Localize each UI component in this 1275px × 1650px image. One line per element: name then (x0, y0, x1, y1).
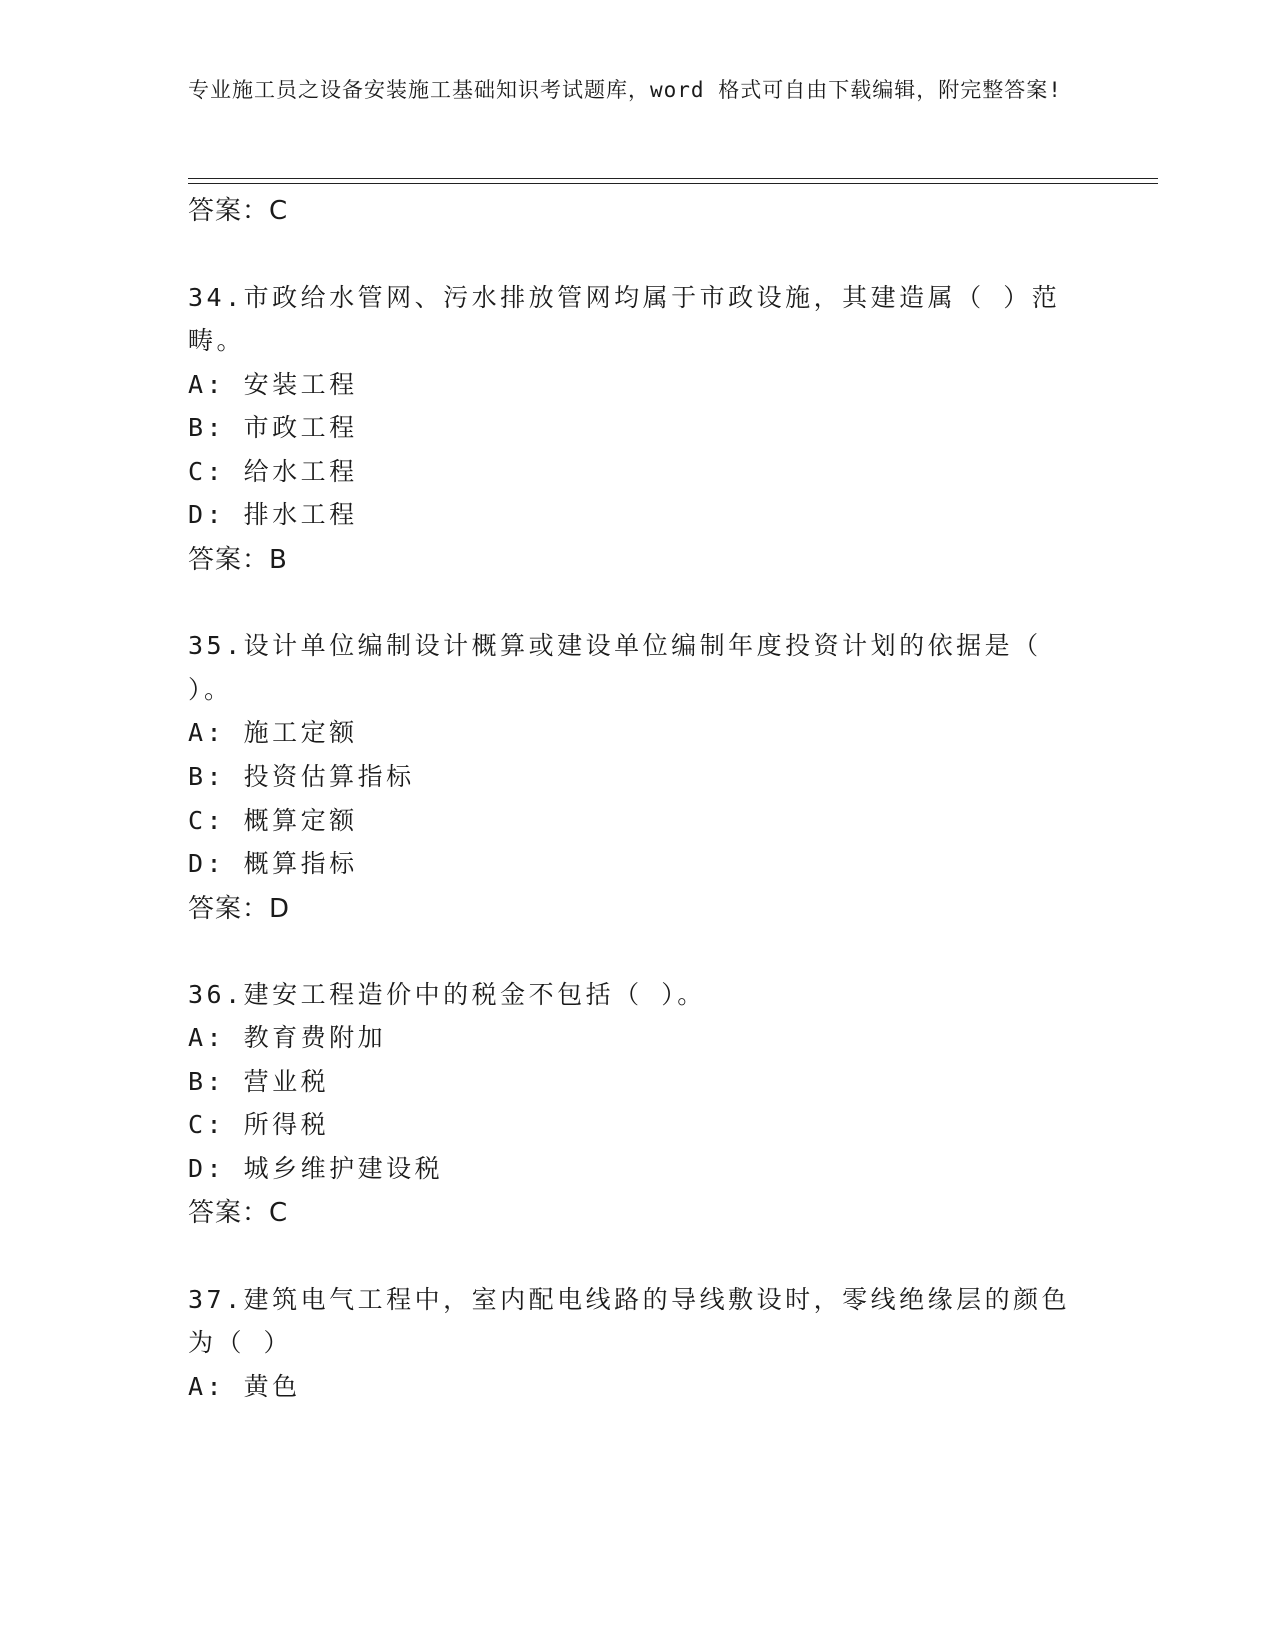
question-34-option-d: D: 排水工程 (188, 500, 358, 529)
question-36-answer: 答案：C (188, 1198, 289, 1228)
header-divider-top (188, 178, 1158, 179)
question-35-option-b: B: 投资估算指标 (188, 762, 415, 791)
answer-33: 答案：C (188, 196, 289, 226)
question-37-text-line1: 37.建筑电气工程中，室内配电线路的导线敷设时，零线绝缘层的颜色 (188, 1285, 1071, 1314)
question-34-text-line2: 畴。 (188, 326, 246, 355)
question-37-text-line2: 为（ ） (188, 1328, 293, 1357)
question-37-option-a: A: 黄色 (188, 1372, 301, 1401)
question-34-option-c: C: 给水工程 (188, 457, 358, 486)
question-35-text-line1: 35.设计单位编制设计概算或建设单位编制年度投资计划的依据是（ (188, 631, 1042, 660)
question-34-option-a: A: 安装工程 (188, 370, 358, 399)
question-34-text-line1: 34.市政给水管网、污水排放管网均属于市政设施，其建造属（ ）范 (188, 283, 1061, 312)
document-header: 专业施工员之设备安装施工基础知识考试题库，word 格式可自由下载编辑，附完整答案! (188, 78, 1062, 102)
header-divider-bottom (188, 183, 1158, 184)
question-34-answer: 答案：B (188, 545, 288, 575)
question-36-option-b: B: 营业税 (188, 1067, 330, 1096)
question-34-option-b: B: 市政工程 (188, 413, 358, 442)
question-36-option-c: C: 所得税 (188, 1110, 330, 1139)
question-35-option-d: D: 概算指标 (188, 849, 358, 878)
question-35-answer: 答案：D (188, 894, 291, 924)
question-36-option-d: D: 城乡维护建设税 (188, 1154, 444, 1183)
question-35-text-line2: ）。 (188, 675, 233, 704)
question-35-option-c: C: 概算定额 (188, 806, 358, 835)
question-36-text-line1: 36.建安工程造价中的税金不包括（ ）。 (188, 980, 706, 1009)
question-36-option-a: A: 教育费附加 (188, 1023, 387, 1052)
question-35-option-a: A: 施工定额 (188, 718, 358, 747)
